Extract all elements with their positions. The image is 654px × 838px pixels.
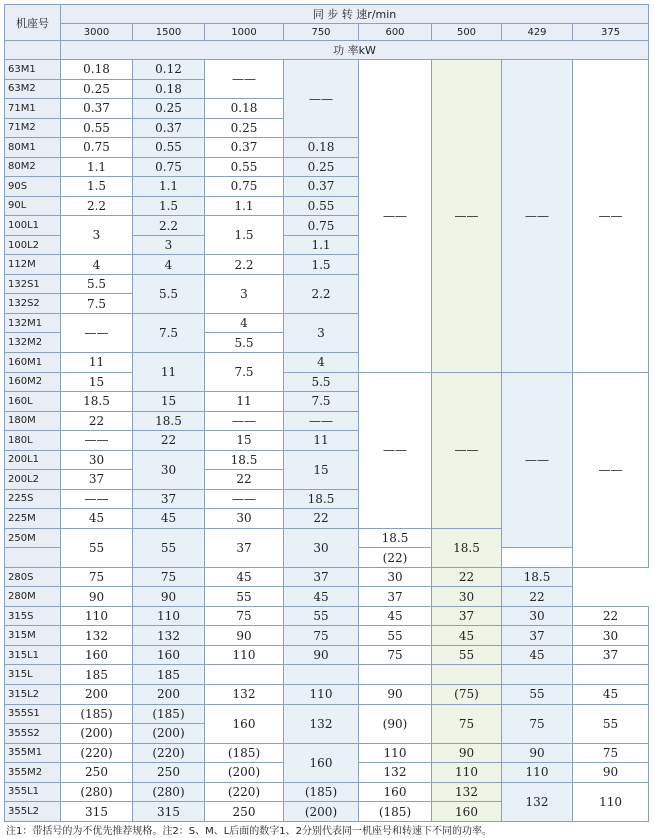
power-cell: —— xyxy=(61,431,133,451)
power-cell: (185) xyxy=(61,704,133,724)
power-cell: 18.5 xyxy=(61,392,133,412)
speed-header: 3000 xyxy=(61,24,133,41)
table-row xyxy=(5,372,649,392)
power-cell: 37 xyxy=(359,587,432,607)
power-cell: 110 xyxy=(205,645,284,665)
frame-size-cell: 90S xyxy=(5,177,61,197)
power-cell: (280) xyxy=(133,782,205,802)
frame-size-cell: 315M xyxy=(5,626,61,646)
power-cell: (200) xyxy=(133,724,205,744)
power-cell: 110 xyxy=(432,763,502,783)
power-cell: —— xyxy=(432,60,502,373)
power-cell: —— xyxy=(359,60,432,373)
table-row xyxy=(5,743,649,763)
power-cell: 2.2 xyxy=(284,274,359,313)
frame-column-header: 机座号 xyxy=(5,5,61,41)
power-cell: 132 xyxy=(61,626,133,646)
power-cell: 55 xyxy=(573,704,649,743)
power-cell: 0.55 xyxy=(205,157,284,177)
power-cell: 55 xyxy=(61,528,133,567)
power-cell: 3 xyxy=(205,274,284,313)
power-cell: 15 xyxy=(284,450,359,489)
power-cell: 45 xyxy=(502,645,573,665)
power-cell: 30 xyxy=(502,606,573,626)
power-cell: 1.1 xyxy=(205,196,284,216)
power-cell: 2.2 xyxy=(205,255,284,275)
power-cell: (220) xyxy=(205,782,284,802)
power-cell: 0.12 xyxy=(133,60,205,80)
power-cell: 0.25 xyxy=(133,99,205,119)
power-cell: 18.5 xyxy=(284,489,359,509)
power-cell: (220) xyxy=(61,743,133,763)
power-cell: 110 xyxy=(284,685,359,705)
power-cell: 15 xyxy=(61,372,133,392)
power-cell: 1.5 xyxy=(205,216,284,255)
motor-power-table xyxy=(4,4,649,822)
frame-size-cell xyxy=(5,548,61,568)
power-cell: 315 xyxy=(133,802,205,822)
power-cell: 37 xyxy=(205,528,284,567)
power-cell: —— xyxy=(502,60,573,373)
table-body xyxy=(5,60,649,822)
frame-size-cell: 355S2 xyxy=(5,724,61,744)
power-cell xyxy=(502,665,573,685)
frame-size-cell: 355L1 xyxy=(5,782,61,802)
power-cell: (200) xyxy=(205,763,284,783)
table-row xyxy=(5,587,649,607)
power-cell: 200 xyxy=(133,685,205,705)
power-cell: —— xyxy=(359,372,432,528)
frame-size-cell: 315L xyxy=(5,665,61,685)
power-cell: 160 xyxy=(359,782,432,802)
power-cell: (200) xyxy=(284,802,359,822)
table-row xyxy=(5,665,649,685)
power-cell: 185 xyxy=(61,665,133,685)
power-cell: 110 xyxy=(502,763,573,783)
power-cell: 90 xyxy=(205,626,284,646)
power-cell: 55 xyxy=(359,626,432,646)
power-cell: 45 xyxy=(359,606,432,626)
power-cell xyxy=(205,665,284,685)
power-cell: 11 xyxy=(133,352,205,391)
table-row xyxy=(5,567,649,587)
power-cell: 110 xyxy=(573,782,649,821)
power-cell: 132 xyxy=(133,626,205,646)
speed-header: 500 xyxy=(432,24,502,41)
power-cell: 3 xyxy=(284,313,359,352)
power-cell: 30 xyxy=(284,528,359,567)
power-cell: 3 xyxy=(61,216,133,255)
power-cell: (185) xyxy=(359,802,432,822)
speed-header: 1000 xyxy=(205,24,284,41)
power-cell: 110 xyxy=(61,606,133,626)
power-cell: 3 xyxy=(133,235,205,255)
table-row xyxy=(5,782,649,802)
frame-size-cell: 180L xyxy=(5,431,61,451)
power-cell: 37 xyxy=(502,626,573,646)
power-cell: —— xyxy=(284,411,359,431)
power-cell xyxy=(359,665,432,685)
power-cell: 5.5 xyxy=(133,274,205,313)
table-row xyxy=(5,60,649,80)
power-cell: 0.18 xyxy=(205,99,284,119)
power-cell: —— xyxy=(61,489,133,509)
power-cell: 22 xyxy=(502,587,573,607)
power-cell: 11 xyxy=(61,352,133,372)
power-cell: 90 xyxy=(502,743,573,763)
power-cell: 0.55 xyxy=(133,138,205,158)
power-cell: 90 xyxy=(61,587,133,607)
power-cell: 2.2 xyxy=(133,216,205,236)
power-cell: 37 xyxy=(284,567,359,587)
power-cell: 160 xyxy=(284,743,359,782)
power-cell: 7.5 xyxy=(61,294,133,314)
power-cell: 160 xyxy=(205,704,284,743)
power-cell: 45 xyxy=(205,567,284,587)
power-cell: —— xyxy=(61,313,133,352)
power-cell: 0.55 xyxy=(61,118,133,138)
frame-size-cell: 225M xyxy=(5,509,61,529)
power-cell: 30 xyxy=(573,626,649,646)
power-cell: (280) xyxy=(61,782,133,802)
power-cell: 7.5 xyxy=(133,313,205,352)
power-cell: 160 xyxy=(432,802,502,822)
power-cell: 5.5 xyxy=(284,372,359,392)
power-cell: 1.1 xyxy=(284,235,359,255)
power-cell: 11 xyxy=(284,431,359,451)
power-cell: 160 xyxy=(133,645,205,665)
power-cell: 0.75 xyxy=(133,157,205,177)
power-cell: 18.5 xyxy=(359,528,432,548)
frame-size-cell: 80M2 xyxy=(5,157,61,177)
power-cell: —— xyxy=(573,372,649,567)
power-cell: 45 xyxy=(284,587,359,607)
power-cell: 55 xyxy=(432,645,502,665)
power-cell: 45 xyxy=(61,509,133,529)
power-cell: 15 xyxy=(133,392,205,412)
power-cell: 0.25 xyxy=(61,79,133,99)
power-cell: 22 xyxy=(133,431,205,451)
power-cell: 0.75 xyxy=(284,216,359,236)
power-cell: 45 xyxy=(573,685,649,705)
power-cell: 30 xyxy=(133,450,205,489)
power-cell: 5.5 xyxy=(205,333,284,353)
power-cell: 250 xyxy=(61,763,133,783)
power-cell: 18.5 xyxy=(432,528,502,567)
frame-size-cell: 80M1 xyxy=(5,138,61,158)
power-cell: 22 xyxy=(205,470,284,490)
power-cell: 75 xyxy=(61,567,133,587)
power-cell: 132 xyxy=(502,782,573,821)
table-row xyxy=(5,645,649,665)
power-title: 功 率kW xyxy=(61,41,649,60)
power-cell: 0.55 xyxy=(284,196,359,216)
power-cell: (185) xyxy=(205,743,284,763)
power-cell: 7.5 xyxy=(205,352,284,391)
power-cell: 55 xyxy=(502,685,573,705)
power-cell: —— xyxy=(432,372,502,528)
frame-size-cell: 200L2 xyxy=(5,470,61,490)
power-cell: 55 xyxy=(284,606,359,626)
power-cell: 132 xyxy=(205,685,284,705)
power-cell: 30 xyxy=(432,587,502,607)
frame-size-cell: 225S xyxy=(5,489,61,509)
frame-size-cell: 250M xyxy=(5,528,61,548)
power-cell: 75 xyxy=(205,606,284,626)
frame-size-cell: 132M1 xyxy=(5,313,61,333)
power-cell: 0.37 xyxy=(133,118,205,138)
power-cell: 1.5 xyxy=(61,177,133,197)
power-cell: 90 xyxy=(432,743,502,763)
power-cell: 4 xyxy=(61,255,133,275)
power-cell: 18.5 xyxy=(502,567,573,587)
power-cell: 15 xyxy=(205,431,284,451)
power-cell: —— xyxy=(284,60,359,138)
frame-size-cell: 100L1 xyxy=(5,216,61,236)
frame-size-cell: 160M1 xyxy=(5,352,61,372)
table-row xyxy=(5,606,649,626)
power-cell: —— xyxy=(205,411,284,431)
power-cell: (200) xyxy=(61,724,133,744)
frame-size-cell: 132S2 xyxy=(5,294,61,314)
power-cell: 90 xyxy=(573,763,649,783)
power-cell: —— xyxy=(205,489,284,509)
power-cell: 132 xyxy=(432,782,502,802)
power-cell: (22) xyxy=(359,548,432,568)
frame-size-cell: 200L1 xyxy=(5,450,61,470)
frame-size-cell: 160L xyxy=(5,392,61,412)
frame-size-cell: 280S xyxy=(5,567,61,587)
table-row xyxy=(5,685,649,705)
power-cell: 4 xyxy=(205,313,284,333)
table-row xyxy=(5,626,649,646)
power-cell: 0.18 xyxy=(284,138,359,158)
speed-header: 429 xyxy=(502,24,573,41)
footnote: 注1：带括号的为不优先推荐规格。注2：S、M、L后面的数字1、2分别代表同一机座号和转速下不同的功率。 xyxy=(6,826,492,837)
power-cell: 45 xyxy=(133,509,205,529)
frame-size-cell: 315L2 xyxy=(5,685,61,705)
power-title-spacer xyxy=(5,41,61,60)
frame-size-cell: 112M xyxy=(5,255,61,275)
power-cell xyxy=(284,665,359,685)
power-cell: 37 xyxy=(133,489,205,509)
power-cell: 0.37 xyxy=(205,138,284,158)
power-cell: 30 xyxy=(359,567,432,587)
speed-header: 375 xyxy=(573,24,649,41)
power-cell: —— xyxy=(502,372,573,548)
power-cell: —— xyxy=(573,60,649,373)
speed-header: 750 xyxy=(284,24,359,41)
frame-size-cell: 160M2 xyxy=(5,372,61,392)
power-cell: 22 xyxy=(61,411,133,431)
frame-size-cell: 71M1 xyxy=(5,99,61,119)
power-cell: 90 xyxy=(133,587,205,607)
speed-title: 同 步 转 速r/min xyxy=(61,5,649,24)
power-cell: 0.18 xyxy=(61,60,133,80)
power-cell: 1.5 xyxy=(133,196,205,216)
power-cell: 37 xyxy=(573,645,649,665)
frame-size-cell: 63M2 xyxy=(5,79,61,99)
power-cell: 45 xyxy=(432,626,502,646)
frame-size-cell: 355M2 xyxy=(5,763,61,783)
power-cell: 2.2 xyxy=(61,196,133,216)
power-cell: 30 xyxy=(205,509,284,529)
power-cell: 55 xyxy=(205,587,284,607)
power-cell: 22 xyxy=(432,567,502,587)
power-cell: (75) xyxy=(432,685,502,705)
power-cell: 0.37 xyxy=(61,99,133,119)
power-cell: 11 xyxy=(205,392,284,412)
power-cell: (90) xyxy=(359,704,432,743)
power-cell: 30 xyxy=(61,450,133,470)
power-cell: 250 xyxy=(205,802,284,822)
power-cell: 0.75 xyxy=(205,177,284,197)
power-cell: 4 xyxy=(133,255,205,275)
power-cell: (185) xyxy=(133,704,205,724)
power-cell: 132 xyxy=(284,704,359,743)
frame-size-cell: 315L1 xyxy=(5,645,61,665)
power-cell: 1.1 xyxy=(133,177,205,197)
frame-size-cell: 280M xyxy=(5,587,61,607)
frame-size-cell: 132S1 xyxy=(5,274,61,294)
power-cell: 0.25 xyxy=(205,118,284,138)
power-cell: 90 xyxy=(359,685,432,705)
power-cell: 75 xyxy=(359,645,432,665)
power-cell: 22 xyxy=(573,606,649,626)
frame-size-cell: 355S1 xyxy=(5,704,61,724)
power-cell xyxy=(573,665,649,685)
power-cell: 0.25 xyxy=(284,157,359,177)
power-cell: 37 xyxy=(61,470,133,490)
frame-size-cell: 315S xyxy=(5,606,61,626)
speed-header: 600 xyxy=(359,24,432,41)
power-cell: 1.5 xyxy=(284,255,359,275)
power-cell: 22 xyxy=(284,509,359,529)
frame-size-cell: 100L2 xyxy=(5,235,61,255)
power-cell: 37 xyxy=(432,606,502,626)
power-cell: 18.5 xyxy=(205,450,284,470)
power-cell: 0.18 xyxy=(133,79,205,99)
table-row xyxy=(5,704,649,724)
power-cell: 110 xyxy=(359,743,432,763)
power-cell: 0.75 xyxy=(61,138,133,158)
power-cell: (220) xyxy=(133,743,205,763)
power-cell: —— xyxy=(205,60,284,99)
power-cell xyxy=(432,665,502,685)
power-cell: 110 xyxy=(133,606,205,626)
power-cell: 75 xyxy=(573,743,649,763)
power-cell: 315 xyxy=(61,802,133,822)
power-cell: 0.37 xyxy=(284,177,359,197)
frame-size-cell: 180M xyxy=(5,411,61,431)
speed-header: 1500 xyxy=(133,24,205,41)
power-cell: 75 xyxy=(284,626,359,646)
power-cell: 4 xyxy=(284,352,359,372)
power-cell: 55 xyxy=(133,528,205,567)
frame-size-cell: 90L xyxy=(5,196,61,216)
power-cell: 18.5 xyxy=(133,411,205,431)
frame-size-cell: 63M1 xyxy=(5,60,61,80)
frame-size-cell: 355L2 xyxy=(5,802,61,822)
power-cell: 132 xyxy=(359,763,432,783)
power-cell: 185 xyxy=(133,665,205,685)
power-cell: (185) xyxy=(284,782,359,802)
frame-size-cell: 71M2 xyxy=(5,118,61,138)
power-cell: 5.5 xyxy=(61,274,133,294)
power-cell: 75 xyxy=(502,704,573,743)
power-cell: 75 xyxy=(133,567,205,587)
frame-size-cell: 355M1 xyxy=(5,743,61,763)
power-cell: 250 xyxy=(133,763,205,783)
power-cell: 7.5 xyxy=(284,392,359,412)
power-cell: 75 xyxy=(432,704,502,743)
frame-size-cell: 132M2 xyxy=(5,333,61,353)
power-cell: 160 xyxy=(61,645,133,665)
power-cell: 1.1 xyxy=(61,157,133,177)
power-cell: 90 xyxy=(284,645,359,665)
power-cell: 200 xyxy=(61,685,133,705)
